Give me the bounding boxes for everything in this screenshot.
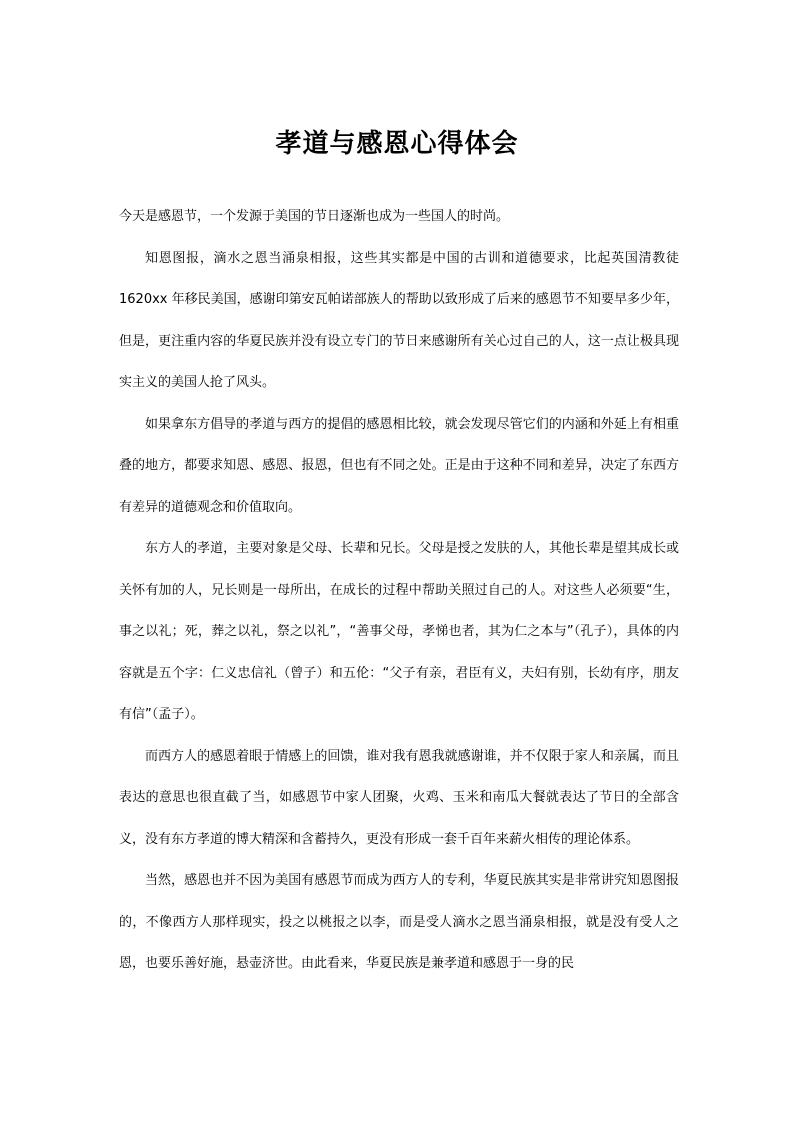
paragraph-gratitude-tradition: 知恩图报，滴水之恩当涌泉相报，这些其实都是中国的古训和道德要求，比起英国清教徒 1620xx 年移民美国，感谢印第安瓦帕诺部族人的帮助以致形成了后来的感恩节不知要早多少年，但是，更注重内容的华夏民族并没有设立专门的节日来感谢所有关心过自己的人，这一点让极具现实主义的美国人抢了风头。 [119, 250, 679, 390]
paragraph-east-west-comparison: 如果拿东方倡导的孝道与西方的提倡的感恩相比较，就会发现尽管它们的内涵和外延上有相重叠的地方，都要求知恩、感恩、报恩，但也有不同之处。正是由于这种不同和差异，决定了东西方有差异的道德观念和价值取向。 [119, 416, 679, 515]
paragraph-intro: 今天是感恩节，一个发源于美国的节日逐渐也成为一些国人的时尚。 [119, 209, 510, 224]
paragraph-eastern-filial-piety: 东方人的孝道，主要对象是父母、长辈和兄长。父母是授之发肤的人，其他长辈是望其成长或关怀有加的人，兄长则是一母所出，在成长的过程中帮助关照过自己的人。对这些人必须要“生，事之以礼；死，葬之以礼，祭之以礼”，“善事父母，孝悌也者，其为仁之本与”（孔子），具体的内容就是五个字：仁义忠信礼（曾子）和五伦：“父子有亲，君臣有义，夫妇有别，长幼有序，朋友有信”（孟子）。 [119, 541, 679, 722]
paragraph-western-gratitude: 而西方人的感恩着眼于情感上的回馈，谁对我有恩我就感谢谁，并不仅限于家人和亲属，而且表达的意思也很直截了当，如感恩节中家人团聚，火鸡、玉米和南瓜大餐就表达了节日的全部含义，没有东方孝道的博大精深和含蓄持久，更没有形成一套千百年来薪火相传的理论体系。 [119, 748, 679, 847]
document-title: 孝道与感恩心得体会 [275, 129, 519, 159]
paragraph-conclusion: 当然，感恩也并不因为美国有感恩节而成为西方人的专利，华夏民族其实是非常讲究知恩图报的，不像西方人那样现实，投之以桃报之以李，而是受人滴水之恩当涌泉相报，就是没有受人之恩，也要乐善好施，悬壶济世。由此看来，华夏民族是兼孝道和感恩于一身的民 [119, 873, 679, 971]
document-body [119, 196, 679, 985]
